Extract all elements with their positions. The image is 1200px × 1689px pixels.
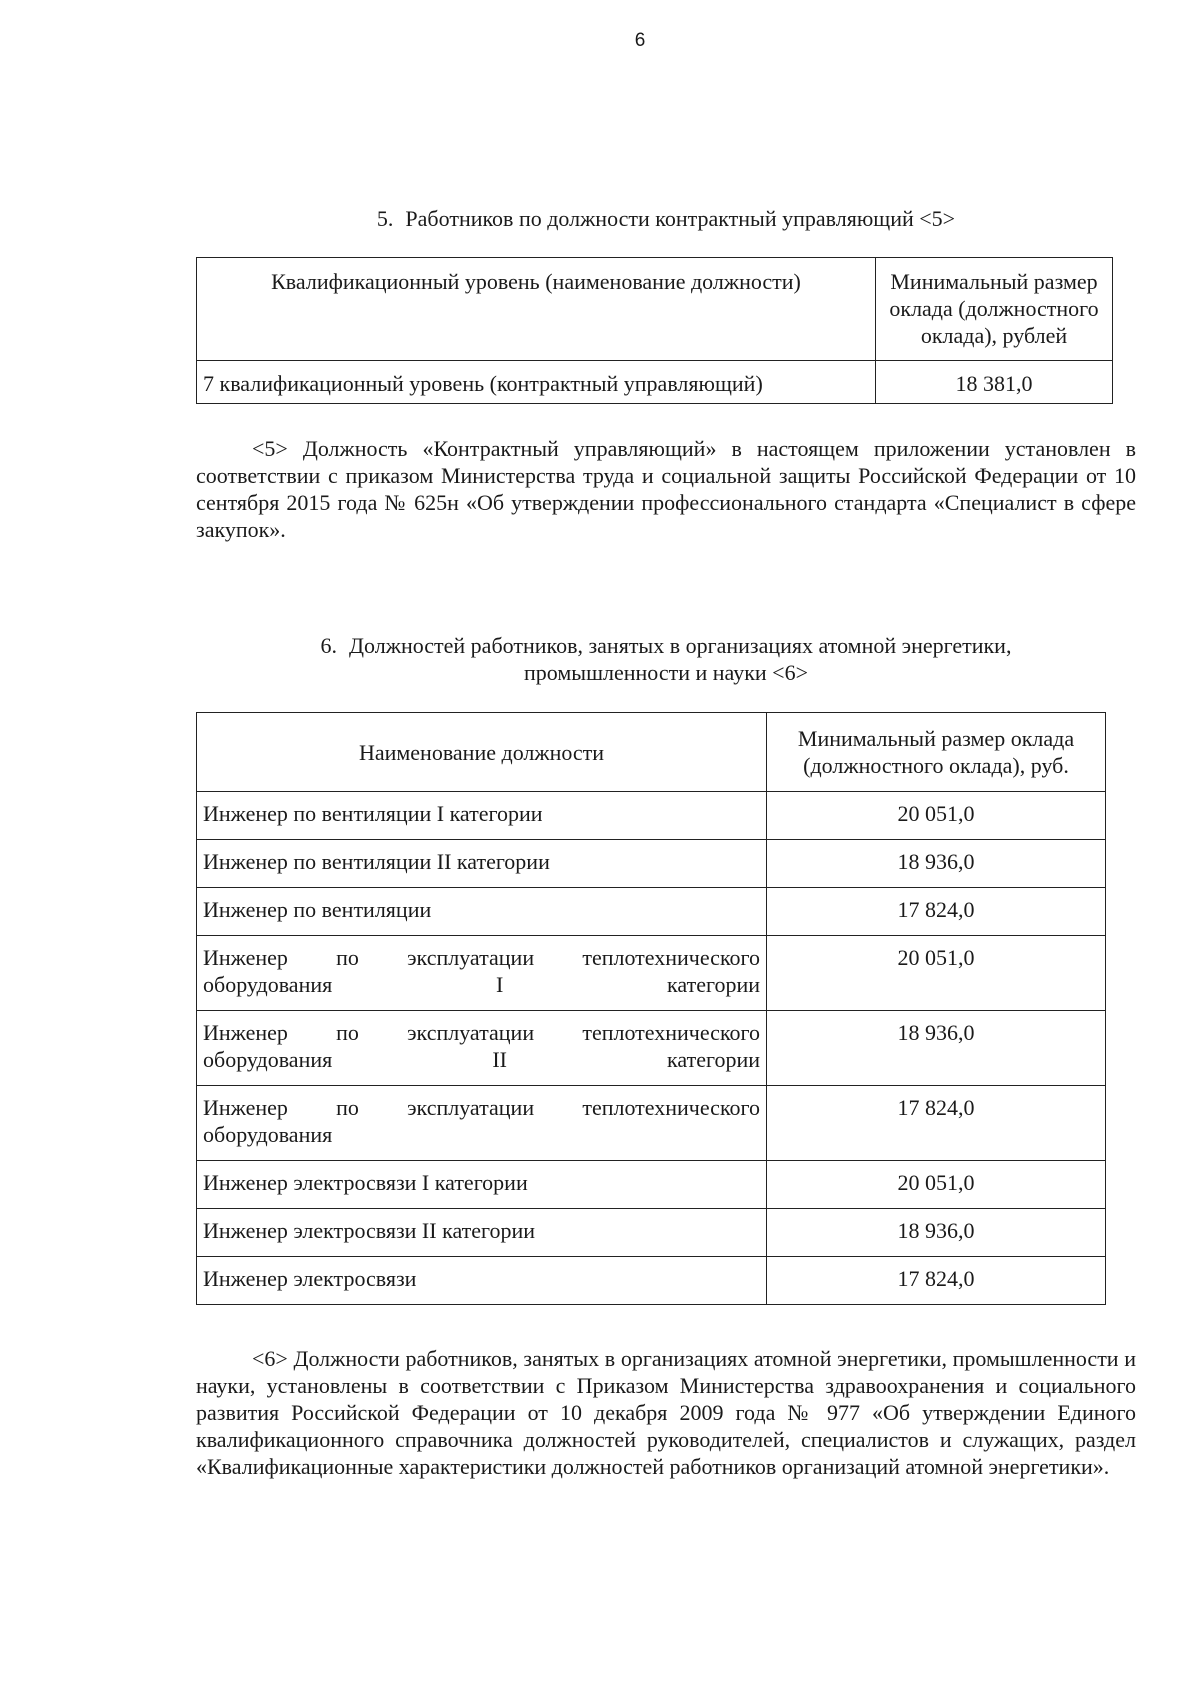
section-6-title-line2: промышленности и науки <6> bbox=[524, 660, 808, 685]
section-6-heading bbox=[196, 632, 1136, 686]
header-min-salary: Минимальный размер оклада (должностного оклада), рублей bbox=[876, 258, 1113, 361]
footnote-6-text: <6> Должности работников, занятых в организациях атомной энергетики, промышленности и науки, установлены в соответствии с Приказом Министерства здравоохранения и социального развития Российской Федерации от 10 декабря 2009 года № 977 «Об утверждении Единого квалификационного справочника должностей руководителей, специалистов и служащих, раздел «Квалификационные характеристики должностей работников организаций атомной энергетики». bbox=[196, 1346, 1136, 1479]
header-qualification-level: Квалификационный уровень (наименование должности) bbox=[197, 258, 876, 361]
row-position: Инженер по эксплуатации теплотехнического оборудования II категории bbox=[197, 1011, 767, 1086]
row-salary: 18 936,0 bbox=[767, 840, 1106, 888]
row-salary: 17 824,0 bbox=[767, 888, 1106, 936]
table-header-row bbox=[197, 713, 1106, 792]
row-salary: 17 824,0 bbox=[767, 1257, 1106, 1305]
table-row bbox=[197, 1257, 1106, 1305]
header-position-name: Наименование должности bbox=[197, 713, 767, 792]
table-row bbox=[197, 361, 1113, 404]
table-row bbox=[197, 840, 1106, 888]
section-5-title: Работников по должности контрактный управляющий <5> bbox=[405, 206, 956, 231]
table-header-row bbox=[197, 258, 1113, 361]
row-position: Инженер по вентиляции I категории bbox=[197, 792, 767, 840]
table-row bbox=[197, 1011, 1106, 1086]
table-row bbox=[197, 792, 1106, 840]
row-position: Инженер по вентиляции bbox=[197, 888, 767, 936]
header-min-salary: Минимальный размер оклада (должностного оклада), руб. bbox=[767, 713, 1106, 792]
row-salary: 20 051,0 bbox=[767, 936, 1106, 1011]
table-row bbox=[197, 1161, 1106, 1209]
row-position: Инженер электросвязи bbox=[197, 1257, 767, 1305]
row-salary: 20 051,0 bbox=[767, 1161, 1106, 1209]
footnote-5 bbox=[196, 435, 1136, 543]
section-5-number: 5. bbox=[376, 206, 394, 231]
section-5-heading bbox=[196, 205, 1136, 232]
row-position: Инженер электросвязи I категории bbox=[197, 1161, 767, 1209]
section-6-title-line1: Должностей работников, занятых в организациях атомной энергетики, bbox=[349, 633, 1012, 658]
row-position: Инженер по эксплуатации теплотехнического оборудования I категории bbox=[197, 936, 767, 1011]
row-salary: 17 824,0 bbox=[767, 1086, 1106, 1161]
footnote-5-text: <5> Должность «Контрактный управляющий» в настоящем приложении установлен в соответствии с приказом Министерства труда и социальной защиты Российской Федерации от 10 сентября 2015 года № 625н «Об утверждении профессионального стандарта «Специалист в сфере закупок». bbox=[196, 436, 1136, 542]
row-position: 7 квалификационный уровень (контрактный управляющий) bbox=[197, 361, 876, 404]
contract-manager-table bbox=[196, 257, 1113, 404]
row-salary: 18 936,0 bbox=[767, 1209, 1106, 1257]
table-row bbox=[197, 1209, 1106, 1257]
row-salary: 18 936,0 bbox=[767, 1011, 1106, 1086]
section-6-number: 6. bbox=[320, 633, 338, 658]
row-position: Инженер по эксплуатации теплотехнического оборудования bbox=[197, 1086, 767, 1161]
table-row bbox=[197, 936, 1106, 1011]
atomic-energy-positions-table bbox=[196, 712, 1106, 1305]
row-salary: 18 381,0 bbox=[876, 361, 1113, 404]
table-row bbox=[197, 888, 1106, 936]
row-position: Инженер по вентиляции II категории bbox=[197, 840, 767, 888]
footnote-6 bbox=[196, 1345, 1136, 1480]
page-number: 6 bbox=[634, 30, 646, 51]
table-row bbox=[197, 1086, 1106, 1161]
row-position: Инженер электросвязи II категории bbox=[197, 1209, 767, 1257]
row-salary: 20 051,0 bbox=[767, 792, 1106, 840]
